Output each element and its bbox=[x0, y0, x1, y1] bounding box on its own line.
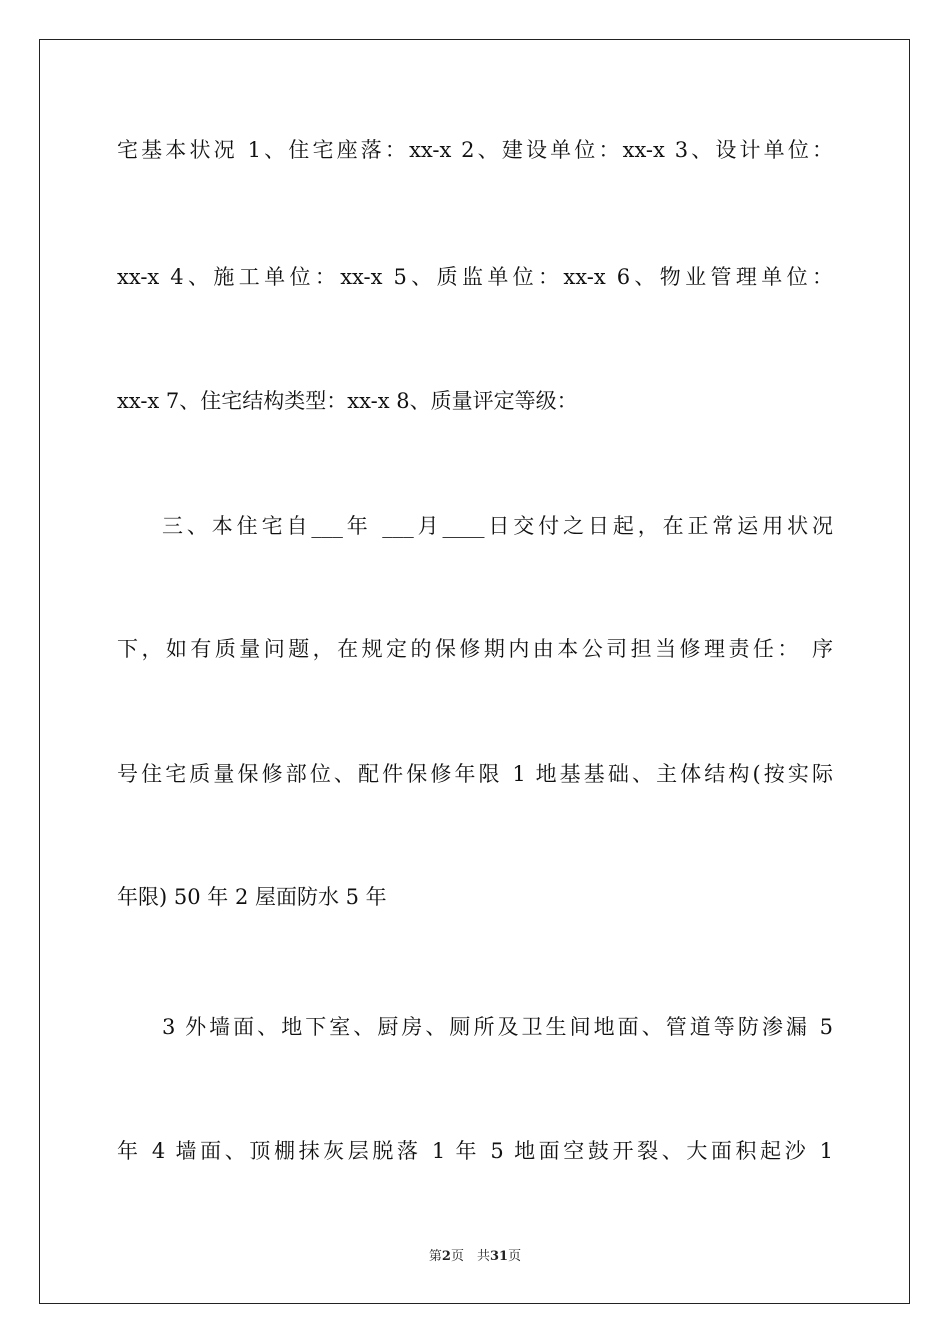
page-prefix: 第 bbox=[428, 1249, 442, 1264]
page-suffix: 页 bbox=[508, 1249, 522, 1264]
text-line-3: xx-x 7、住宅结构类型：xx-x 8、质量评定等级： bbox=[117, 389, 578, 413]
page-current: 2 bbox=[441, 1249, 451, 1264]
text-line-1: 宅基本状况 1、住宅座落：xx-x 2、建设单位：xx-x 3、设计单位： bbox=[117, 138, 833, 162]
text-line-7: 年限) 50 年 2 屋面防水 5 年 bbox=[117, 885, 387, 909]
text-line-6: 号住宅质量保修部位、配件保修年限 1 地基基础、主体结构(按实际 bbox=[117, 762, 833, 786]
text-line-8: 3 外墙面、地下室、厨房、厕所及卫生间地面、管道等防渗漏 5 bbox=[162, 1015, 833, 1039]
page-middle: 页 共 bbox=[450, 1249, 490, 1264]
text-line-9: 年 4 墙面、顶棚抹灰层脱落 1 年 5 地面空鼓开裂、大面积起沙 1 bbox=[117, 1139, 833, 1163]
page-border bbox=[39, 39, 910, 1304]
page-footer bbox=[0, 1248, 950, 1266]
text-line-4: 三、本住宅自___年 ___月____日交付之日起，在正常运用状况 bbox=[162, 514, 833, 538]
text-line-5: 下，如有质量问题，在规定的保修期内由本公司担当修理责任： 序 bbox=[117, 637, 833, 661]
page-total: 31 bbox=[489, 1249, 509, 1264]
text-line-2: xx-x 4、施工单位：xx-x 5、质监单位：xx-x 6、物业管理单位： bbox=[117, 265, 833, 289]
